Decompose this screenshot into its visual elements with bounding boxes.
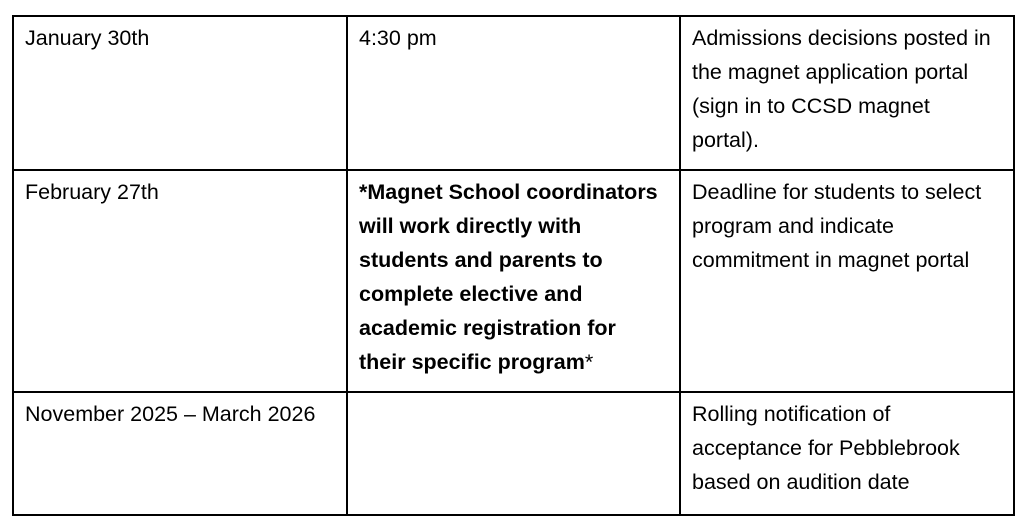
- date-cell: February 27th: [13, 170, 347, 392]
- table-row: [13, 16, 1014, 170]
- table-row: [13, 392, 1014, 515]
- date-cell: November 2025 – March 2026: [13, 392, 347, 515]
- description-cell: Admissions decisions posted in the magnet application portal (sign in to CCSD magnet portal).: [680, 16, 1014, 170]
- table-row: [13, 170, 1014, 392]
- time-cell: 4:30 pm: [347, 16, 680, 170]
- registration-note: *Magnet School coordinators will work directly with students and parents to complete elective and academic registration for their specific program: [359, 180, 658, 374]
- description-cell: Rolling notification of acceptance for Pebblebrook based on audition date: [680, 392, 1014, 515]
- note-suffix: *: [584, 350, 594, 374]
- schedule-table: [12, 15, 1015, 516]
- time-cell: [347, 392, 680, 515]
- date-cell: January 30th: [13, 16, 347, 170]
- note-cell: [347, 170, 680, 392]
- description-cell: Deadline for students to select program and indicate commitment in magnet portal: [680, 170, 1014, 392]
